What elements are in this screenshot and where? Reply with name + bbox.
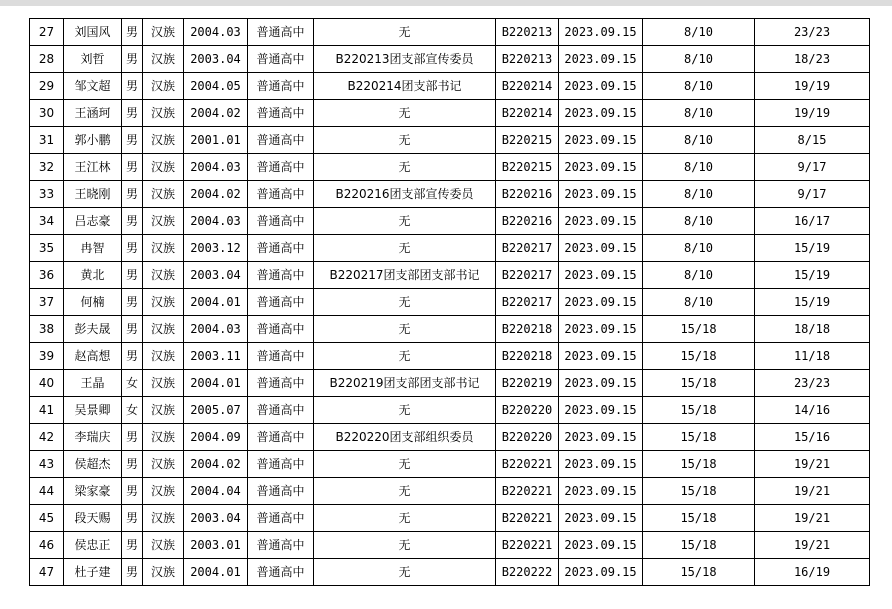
table-row	[30, 370, 870, 397]
score-cell: 15/18	[643, 559, 755, 586]
total-cell: 19/19	[755, 73, 870, 100]
league-position-cell: 无	[314, 235, 496, 262]
education-cell: 普通高中	[248, 559, 314, 586]
record-date-cell: 2023.09.15	[559, 19, 643, 46]
ethnicity-cell: 汉族	[143, 127, 184, 154]
league-position-cell: 无	[314, 532, 496, 559]
student-name-cell: 吴景卿	[64, 397, 122, 424]
gender-cell: 男	[122, 559, 143, 586]
education-cell: 普通高中	[248, 478, 314, 505]
total-cell: 19/21	[755, 451, 870, 478]
gender-cell: 男	[122, 46, 143, 73]
education-cell: 普通高中	[248, 262, 314, 289]
record-date-cell: 2023.09.15	[559, 559, 643, 586]
gender-cell: 男	[122, 262, 143, 289]
row-number-cell: 38	[30, 316, 64, 343]
birth-date-cell: 2005.07	[184, 397, 248, 424]
gender-cell: 女	[122, 397, 143, 424]
record-date-cell: 2023.09.15	[559, 208, 643, 235]
league-position-cell: B220214团支部书记	[314, 73, 496, 100]
ethnicity-cell: 汉族	[143, 154, 184, 181]
ethnicity-cell: 汉族	[143, 289, 184, 316]
total-cell: 15/16	[755, 424, 870, 451]
total-cell: 16/19	[755, 559, 870, 586]
page-top-edge	[0, 0, 892, 6]
class-code-cell: B220217	[496, 289, 559, 316]
education-cell: 普通高中	[248, 397, 314, 424]
education-cell: 普通高中	[248, 19, 314, 46]
table-row	[30, 289, 870, 316]
record-date-cell: 2023.09.15	[559, 478, 643, 505]
class-code-cell: B220222	[496, 559, 559, 586]
birth-date-cell: 2004.01	[184, 370, 248, 397]
league-position-cell: 无	[314, 208, 496, 235]
score-cell: 8/10	[643, 154, 755, 181]
league-position-cell: B220217团支部团支部书记	[314, 262, 496, 289]
score-cell: 8/10	[643, 100, 755, 127]
birth-date-cell: 2004.03	[184, 19, 248, 46]
total-cell: 9/17	[755, 181, 870, 208]
table-row	[30, 397, 870, 424]
record-date-cell: 2023.09.15	[559, 343, 643, 370]
ethnicity-cell: 汉族	[143, 100, 184, 127]
score-cell: 15/18	[643, 505, 755, 532]
ethnicity-cell: 汉族	[143, 370, 184, 397]
record-date-cell: 2023.09.15	[559, 424, 643, 451]
row-number-cell: 27	[30, 19, 64, 46]
row-number-cell: 47	[30, 559, 64, 586]
row-number-cell: 45	[30, 505, 64, 532]
class-code-cell: B220217	[496, 262, 559, 289]
record-date-cell: 2023.09.15	[559, 505, 643, 532]
class-code-cell: B220220	[496, 397, 559, 424]
gender-cell: 男	[122, 100, 143, 127]
education-cell: 普通高中	[248, 154, 314, 181]
league-position-cell: 无	[314, 559, 496, 586]
row-number-cell: 37	[30, 289, 64, 316]
birth-date-cell: 2004.09	[184, 424, 248, 451]
ethnicity-cell: 汉族	[143, 505, 184, 532]
class-code-cell: B220221	[496, 532, 559, 559]
student-roster-table	[29, 18, 870, 586]
total-cell: 19/21	[755, 478, 870, 505]
gender-cell: 男	[122, 235, 143, 262]
gender-cell: 男	[122, 505, 143, 532]
league-position-cell: B220213团支部宣传委员	[314, 46, 496, 73]
total-cell: 19/21	[755, 505, 870, 532]
ethnicity-cell: 汉族	[143, 262, 184, 289]
birth-date-cell: 2003.04	[184, 262, 248, 289]
table-row	[30, 505, 870, 532]
student-name-cell: 王晶	[64, 370, 122, 397]
birth-date-cell: 2003.11	[184, 343, 248, 370]
student-name-cell: 刘哲	[64, 46, 122, 73]
class-code-cell: B220217	[496, 235, 559, 262]
roster-body	[30, 19, 870, 586]
birth-date-cell: 2004.03	[184, 316, 248, 343]
gender-cell: 男	[122, 343, 143, 370]
gender-cell: 男	[122, 154, 143, 181]
class-code-cell: B220216	[496, 208, 559, 235]
league-position-cell: 无	[314, 154, 496, 181]
student-name-cell: 何楠	[64, 289, 122, 316]
table-row	[30, 127, 870, 154]
education-cell: 普通高中	[248, 100, 314, 127]
score-cell: 8/10	[643, 289, 755, 316]
table-row	[30, 343, 870, 370]
score-cell: 8/10	[643, 181, 755, 208]
class-code-cell: B220218	[496, 343, 559, 370]
student-name-cell: 彭夫晟	[64, 316, 122, 343]
birth-date-cell: 2003.12	[184, 235, 248, 262]
record-date-cell: 2023.09.15	[559, 46, 643, 73]
birth-date-cell: 2004.04	[184, 478, 248, 505]
record-date-cell: 2023.09.15	[559, 262, 643, 289]
student-name-cell: 黄北	[64, 262, 122, 289]
record-date-cell: 2023.09.15	[559, 316, 643, 343]
student-name-cell: 段天赐	[64, 505, 122, 532]
league-position-cell: 无	[314, 397, 496, 424]
student-name-cell: 王涵珂	[64, 100, 122, 127]
ethnicity-cell: 汉族	[143, 46, 184, 73]
score-cell: 15/18	[643, 424, 755, 451]
class-code-cell: B220213	[496, 46, 559, 73]
league-position-cell: 无	[314, 100, 496, 127]
student-name-cell: 杜子建	[64, 559, 122, 586]
ethnicity-cell: 汉族	[143, 424, 184, 451]
total-cell: 19/19	[755, 100, 870, 127]
ethnicity-cell: 汉族	[143, 397, 184, 424]
row-number-cell: 34	[30, 208, 64, 235]
record-date-cell: 2023.09.15	[559, 451, 643, 478]
total-cell: 11/18	[755, 343, 870, 370]
table-row	[30, 424, 870, 451]
score-cell: 8/10	[643, 208, 755, 235]
table-row	[30, 235, 870, 262]
score-cell: 15/18	[643, 532, 755, 559]
score-cell: 15/18	[643, 316, 755, 343]
class-code-cell: B220220	[496, 424, 559, 451]
ethnicity-cell: 汉族	[143, 316, 184, 343]
record-date-cell: 2023.09.15	[559, 370, 643, 397]
record-date-cell: 2023.09.15	[559, 154, 643, 181]
birth-date-cell: 2004.03	[184, 154, 248, 181]
class-code-cell: B220218	[496, 316, 559, 343]
record-date-cell: 2023.09.15	[559, 73, 643, 100]
table-row	[30, 73, 870, 100]
student-name-cell: 郭小鹏	[64, 127, 122, 154]
education-cell: 普通高中	[248, 532, 314, 559]
gender-cell: 男	[122, 289, 143, 316]
row-number-cell: 30	[30, 100, 64, 127]
record-date-cell: 2023.09.15	[559, 289, 643, 316]
record-date-cell: 2023.09.15	[559, 532, 643, 559]
table-row	[30, 100, 870, 127]
table-row	[30, 181, 870, 208]
league-position-cell: 无	[314, 478, 496, 505]
class-code-cell: B220215	[496, 127, 559, 154]
score-cell: 15/18	[643, 397, 755, 424]
score-cell: 8/10	[643, 127, 755, 154]
ethnicity-cell: 汉族	[143, 532, 184, 559]
student-name-cell: 刘国风	[64, 19, 122, 46]
education-cell: 普通高中	[248, 289, 314, 316]
row-number-cell: 32	[30, 154, 64, 181]
score-cell: 8/10	[643, 46, 755, 73]
gender-cell: 男	[122, 19, 143, 46]
row-number-cell: 44	[30, 478, 64, 505]
row-number-cell: 36	[30, 262, 64, 289]
score-cell: 8/10	[643, 19, 755, 46]
total-cell: 23/23	[755, 370, 870, 397]
ethnicity-cell: 汉族	[143, 181, 184, 208]
table-row	[30, 532, 870, 559]
score-cell: 8/10	[643, 235, 755, 262]
student-name-cell: 王江林	[64, 154, 122, 181]
gender-cell: 男	[122, 478, 143, 505]
row-number-cell: 28	[30, 46, 64, 73]
ethnicity-cell: 汉族	[143, 478, 184, 505]
student-name-cell: 李瑞庆	[64, 424, 122, 451]
row-number-cell: 33	[30, 181, 64, 208]
total-cell: 9/17	[755, 154, 870, 181]
education-cell: 普通高中	[248, 127, 314, 154]
row-number-cell: 41	[30, 397, 64, 424]
class-code-cell: B220221	[496, 505, 559, 532]
ethnicity-cell: 汉族	[143, 208, 184, 235]
total-cell: 15/19	[755, 262, 870, 289]
student-name-cell: 吕志豪	[64, 208, 122, 235]
student-name-cell: 赵高想	[64, 343, 122, 370]
gender-cell: 男	[122, 532, 143, 559]
class-code-cell: B220214	[496, 73, 559, 100]
student-name-cell: 王晓刚	[64, 181, 122, 208]
education-cell: 普通高中	[248, 424, 314, 451]
education-cell: 普通高中	[248, 370, 314, 397]
league-position-cell: 无	[314, 451, 496, 478]
student-name-cell: 冉智	[64, 235, 122, 262]
total-cell: 15/19	[755, 235, 870, 262]
score-cell: 8/10	[643, 262, 755, 289]
student-name-cell: 邹文超	[64, 73, 122, 100]
total-cell: 19/21	[755, 532, 870, 559]
score-cell: 15/18	[643, 451, 755, 478]
table-row	[30, 478, 870, 505]
record-date-cell: 2023.09.15	[559, 235, 643, 262]
total-cell: 16/17	[755, 208, 870, 235]
table-row	[30, 208, 870, 235]
total-cell: 18/23	[755, 46, 870, 73]
league-position-cell: 无	[314, 343, 496, 370]
total-cell: 23/23	[755, 19, 870, 46]
table-row	[30, 451, 870, 478]
ethnicity-cell: 汉族	[143, 73, 184, 100]
gender-cell: 女	[122, 370, 143, 397]
table-row	[30, 262, 870, 289]
gender-cell: 男	[122, 127, 143, 154]
score-cell: 15/18	[643, 478, 755, 505]
total-cell: 15/19	[755, 289, 870, 316]
row-number-cell: 31	[30, 127, 64, 154]
birth-date-cell: 2004.05	[184, 73, 248, 100]
class-code-cell: B220213	[496, 19, 559, 46]
education-cell: 普通高中	[248, 343, 314, 370]
gender-cell: 男	[122, 73, 143, 100]
gender-cell: 男	[122, 451, 143, 478]
birth-date-cell: 2003.04	[184, 46, 248, 73]
row-number-cell: 39	[30, 343, 64, 370]
league-position-cell: 无	[314, 127, 496, 154]
table-row	[30, 46, 870, 73]
education-cell: 普通高中	[248, 208, 314, 235]
education-cell: 普通高中	[248, 73, 314, 100]
league-position-cell: B220216团支部宣传委员	[314, 181, 496, 208]
row-number-cell: 40	[30, 370, 64, 397]
record-date-cell: 2023.09.15	[559, 100, 643, 127]
class-code-cell: B220216	[496, 181, 559, 208]
record-date-cell: 2023.09.15	[559, 397, 643, 424]
league-position-cell: 无	[314, 505, 496, 532]
row-number-cell: 29	[30, 73, 64, 100]
birth-date-cell: 2004.02	[184, 181, 248, 208]
total-cell: 18/18	[755, 316, 870, 343]
gender-cell: 男	[122, 316, 143, 343]
table-row	[30, 19, 870, 46]
student-name-cell: 侯忠正	[64, 532, 122, 559]
record-date-cell: 2023.09.15	[559, 127, 643, 154]
birth-date-cell: 2003.01	[184, 532, 248, 559]
education-cell: 普通高中	[248, 316, 314, 343]
ethnicity-cell: 汉族	[143, 19, 184, 46]
birth-date-cell: 2004.01	[184, 559, 248, 586]
table-row	[30, 154, 870, 181]
score-cell: 15/18	[643, 343, 755, 370]
score-cell: 15/18	[643, 370, 755, 397]
education-cell: 普通高中	[248, 505, 314, 532]
row-number-cell: 42	[30, 424, 64, 451]
table-row	[30, 316, 870, 343]
gender-cell: 男	[122, 424, 143, 451]
education-cell: 普通高中	[248, 46, 314, 73]
row-number-cell: 43	[30, 451, 64, 478]
gender-cell: 男	[122, 181, 143, 208]
class-code-cell: B220221	[496, 478, 559, 505]
league-position-cell: 无	[314, 19, 496, 46]
class-code-cell: B220221	[496, 451, 559, 478]
birth-date-cell: 2001.01	[184, 127, 248, 154]
total-cell: 8/15	[755, 127, 870, 154]
education-cell: 普通高中	[248, 235, 314, 262]
row-number-cell: 35	[30, 235, 64, 262]
class-code-cell: B220214	[496, 100, 559, 127]
education-cell: 普通高中	[248, 451, 314, 478]
league-position-cell: 无	[314, 289, 496, 316]
student-name-cell: 侯超杰	[64, 451, 122, 478]
student-name-cell: 梁家豪	[64, 478, 122, 505]
birth-date-cell: 2004.01	[184, 289, 248, 316]
class-code-cell: B220219	[496, 370, 559, 397]
league-position-cell: 无	[314, 316, 496, 343]
birth-date-cell: 2003.04	[184, 505, 248, 532]
ethnicity-cell: 汉族	[143, 235, 184, 262]
row-number-cell: 46	[30, 532, 64, 559]
record-date-cell: 2023.09.15	[559, 181, 643, 208]
league-position-cell: B220219团支部团支部书记	[314, 370, 496, 397]
birth-date-cell: 2004.03	[184, 208, 248, 235]
birth-date-cell: 2004.02	[184, 100, 248, 127]
league-position-cell: B220220团支部组织委员	[314, 424, 496, 451]
birth-date-cell: 2004.02	[184, 451, 248, 478]
ethnicity-cell: 汉族	[143, 559, 184, 586]
ethnicity-cell: 汉族	[143, 451, 184, 478]
total-cell: 14/16	[755, 397, 870, 424]
ethnicity-cell: 汉族	[143, 343, 184, 370]
gender-cell: 男	[122, 208, 143, 235]
table-row	[30, 559, 870, 586]
class-code-cell: B220215	[496, 154, 559, 181]
education-cell: 普通高中	[248, 181, 314, 208]
score-cell: 8/10	[643, 73, 755, 100]
